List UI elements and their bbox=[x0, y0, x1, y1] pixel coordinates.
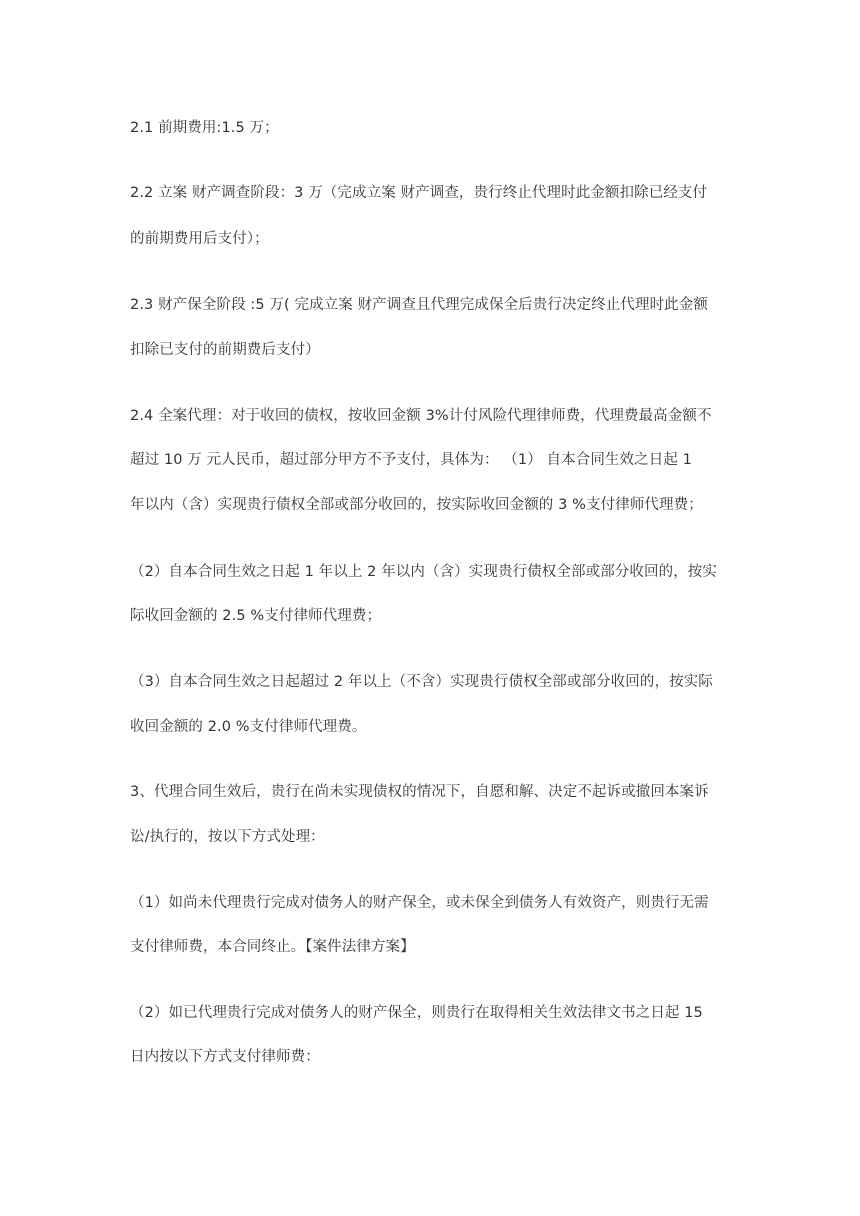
clause-3-item-1-line-2: 支付律师费，本合同终止。【案件法律方案】 bbox=[130, 939, 415, 955]
clause-3-line-2: 讼/执行的，按以下方式处理： bbox=[130, 829, 325, 845]
clause-2-2-line-1: 2.2 立案 财产调查阶段：3 万（完成立案 财产调查，贵行终止代理时此金额扣除已经支付 bbox=[130, 185, 708, 201]
clause-2-4-item-2-line-2: 际收回金额的 2.5 %支付律师代理费； bbox=[130, 608, 382, 624]
clause-2-4-item-2-line-1: （2）自本合同生效之日起 1 年以上 2 年以内（含）实现贵行债权全部或部分收回的，按实 bbox=[130, 564, 718, 580]
clause-3-item-2-line-1: （2）如已代理贵行完成对债务人的财产保全，则贵行在取得相关生效法律文书之日起 15 bbox=[130, 1005, 703, 1021]
clause-2-4-line-1: 2.4 全案代理：对于收回的债权，按收回金额 3%计付风险代理律师费，代理费最高金额不 bbox=[130, 408, 712, 424]
clause-3-item-1-line-1: （1）如尚未代理贵行完成对债务人的财产保全，或未保全到债务人有效资产，则贵行无需 bbox=[130, 895, 709, 911]
clause-2-4-item-3-line-2: 收回金额的 2.0 %支付律师代理费。 bbox=[130, 719, 367, 735]
clause-2-4-line-3: 年以内（含）实现贵行债权全部或部分收回的，按实际收回金额的 3 %支付律师代理费； bbox=[130, 497, 703, 513]
clause-2-3-line-1: 2.3 财产保全阶段 :5 万( 完成立案 财产调查且代理完成保全后贵行决定终止代理时此金额 bbox=[130, 297, 708, 313]
clause-3-line-1: 3、代理合同生效后，贵行在尚未实现债权的情况下，自愿和解、决定不起诉或撤回本案诉 bbox=[130, 784, 709, 800]
clause-2-1-line-1: 2.1 前期费用:1.5 万； bbox=[130, 120, 279, 136]
clause-2-4-item-3-line-1: （3）自本合同生效之日起超过 2 年以上（不含）实现贵行债权全部或部分收回的，按实际 bbox=[130, 674, 713, 690]
clause-3-item-2-line-2: 日内按以下方式支付律师费： bbox=[130, 1049, 320, 1065]
clause-2-3-line-2: 扣除已支付的前期费后支付） bbox=[130, 342, 320, 358]
clause-2-4-line-2: 超过 10 万 元人民币，超过部分甲方不予支付，具体为： （1） 自本合同生效之日起 1 bbox=[130, 452, 692, 468]
clause-2-2-line-2: 的前期费用后支付）； bbox=[130, 231, 269, 247]
